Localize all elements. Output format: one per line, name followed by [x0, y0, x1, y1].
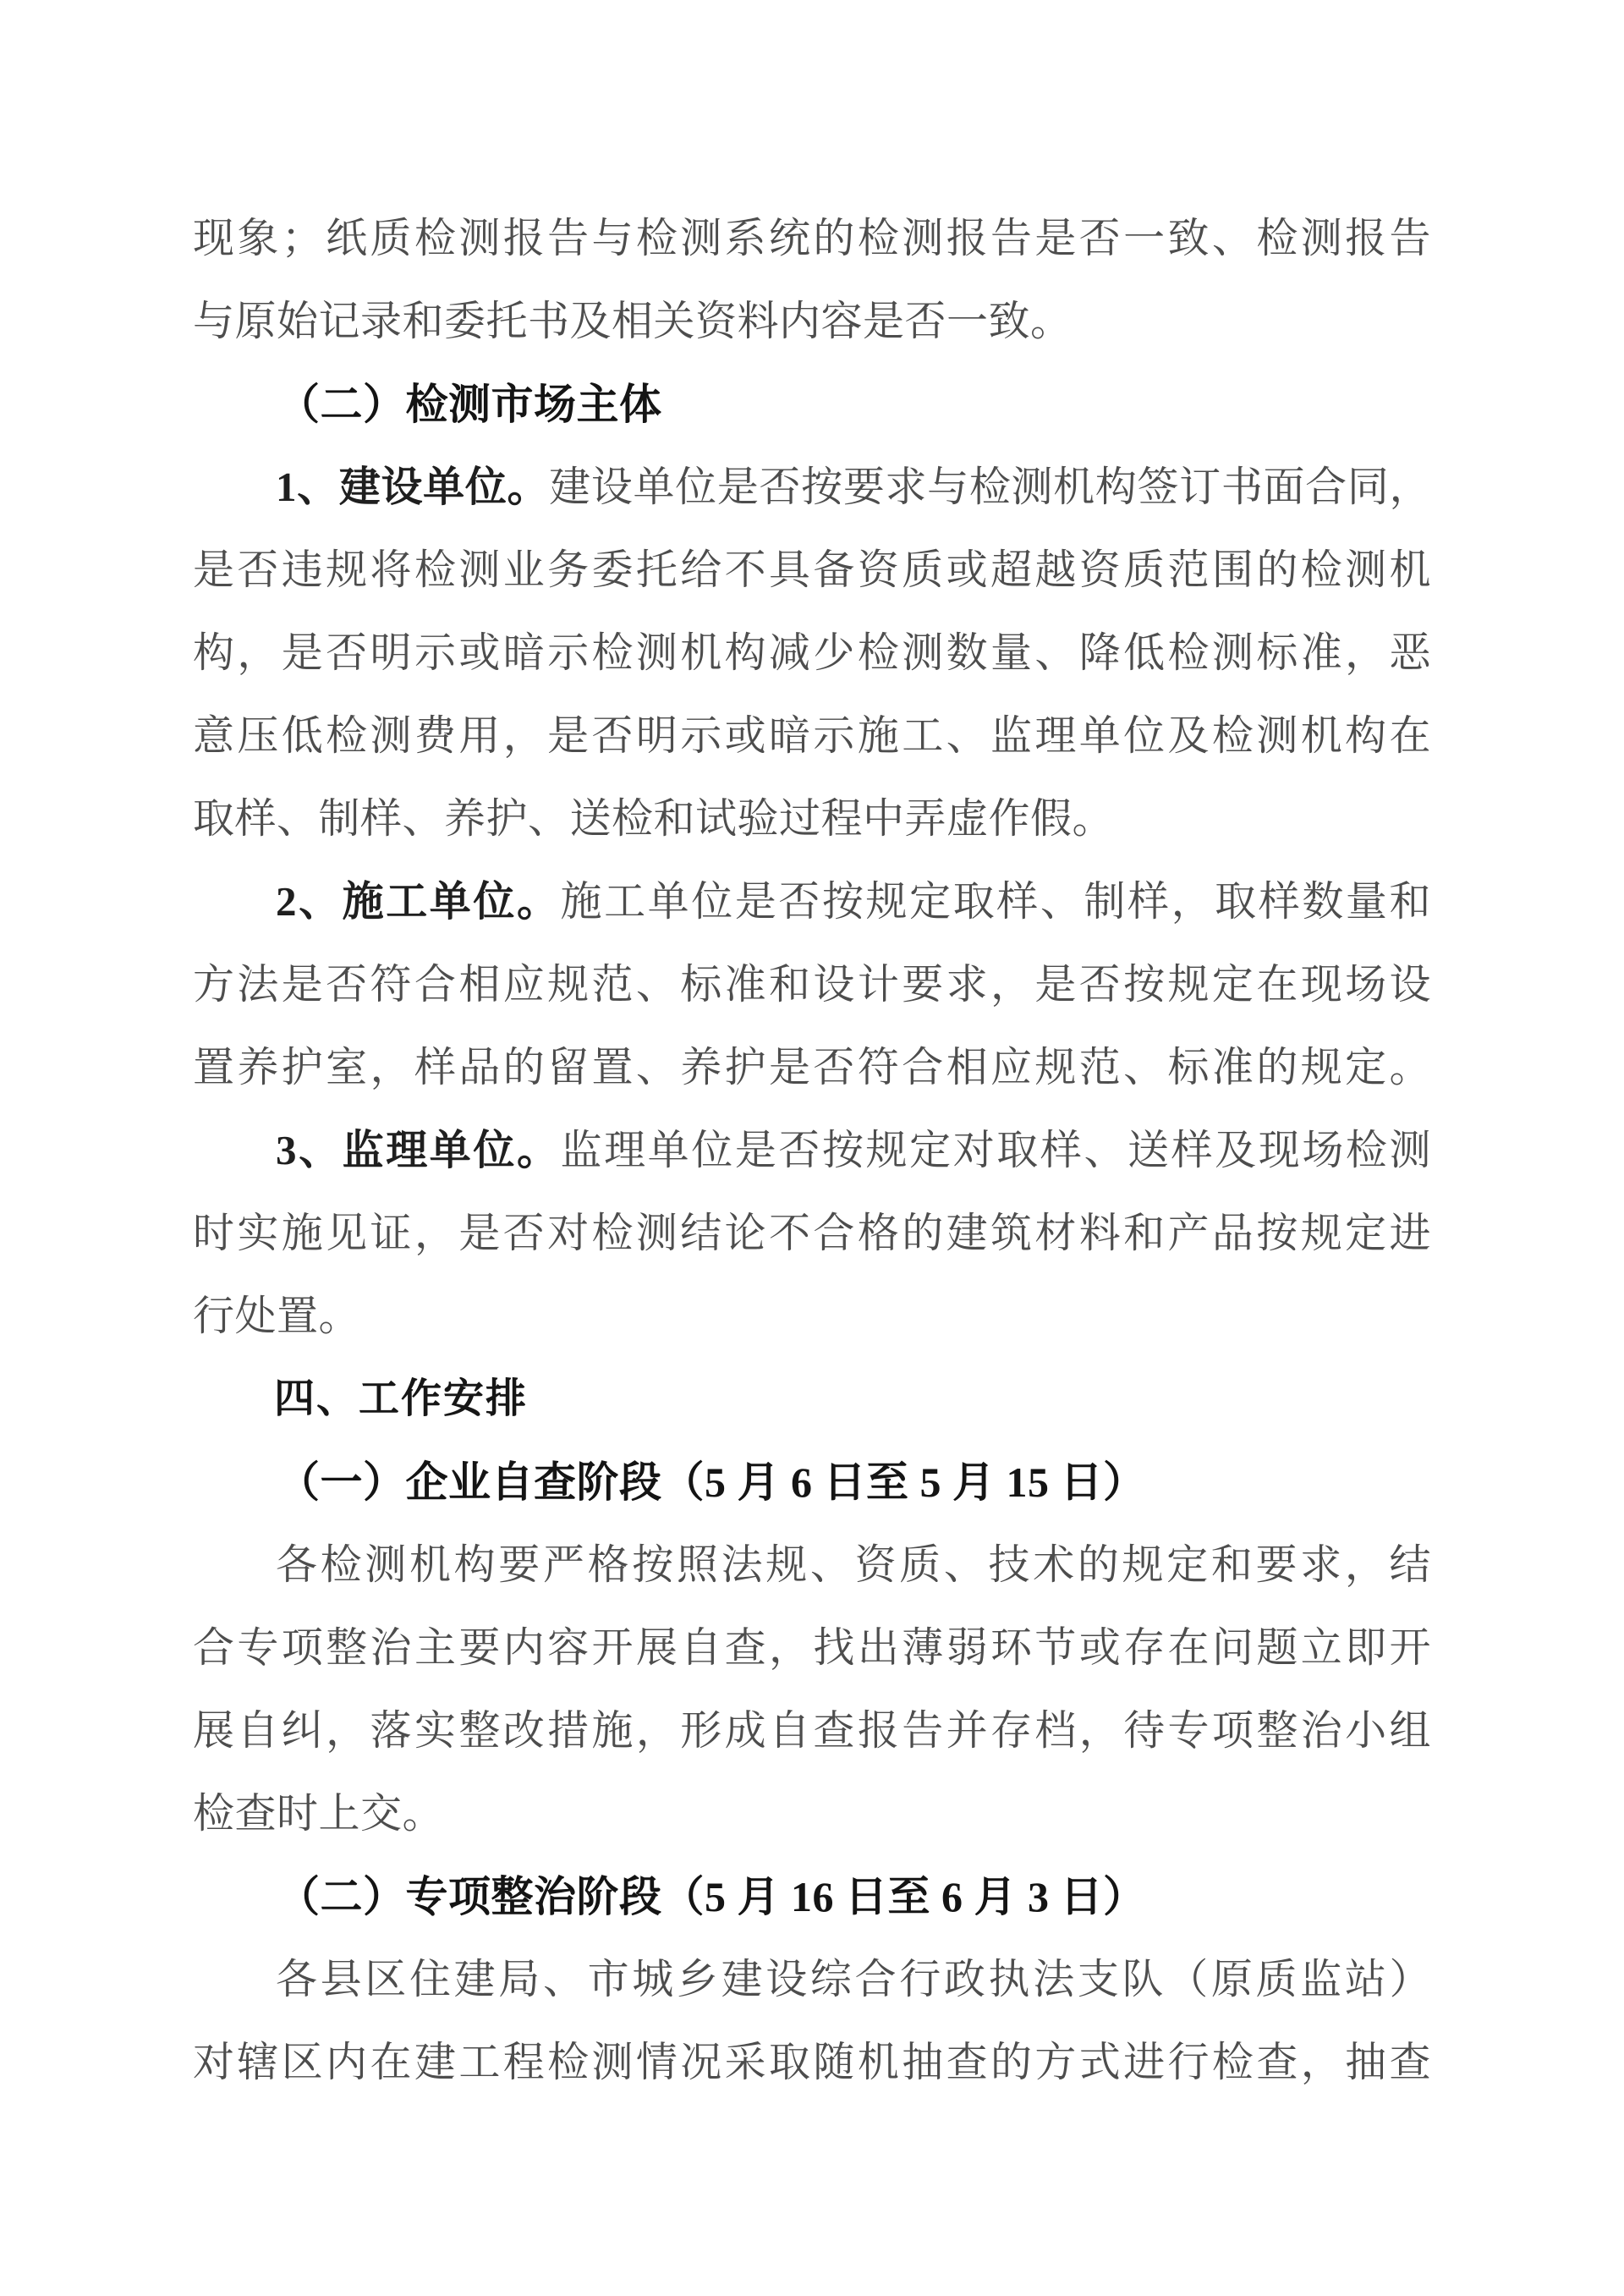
line-text: （二）专项整治阶段（5 月 16 日至 6 月 3 日） — [277, 1873, 1146, 1920]
line-text: 施工单位是否按规定取样、制样，取样数量和 — [560, 878, 1431, 925]
document-content — [193, 197, 1431, 2104]
line-text: 是否违规将检测业务委托给不具备资质或超越资质范围的检测机 — [193, 547, 1431, 593]
line-text: 建设单位是否按要求与检测机构签订书面合同， — [549, 464, 1431, 510]
text-line — [193, 280, 1431, 363]
line-text: 意压低检测费用，是否明示或暗示施工、监理单位及检测机构在 — [193, 712, 1431, 759]
text-line — [193, 1607, 1431, 1689]
text-line — [193, 1938, 1431, 2021]
text-line — [193, 860, 1431, 943]
line-text: 现象；纸质检测报告与检测系统的检测报告是否一致、检测报告 — [193, 215, 1431, 261]
line-text: 方法是否符合相应规范、标准和设计要求，是否按规定在现场设 — [193, 961, 1431, 1008]
line-text: 监理单位是否按规定对取样、送样及现场检测 — [560, 1127, 1431, 1173]
text-line — [193, 197, 1431, 280]
text-line — [193, 777, 1431, 860]
line-text: 行处置。 — [193, 1293, 361, 1339]
text-line — [193, 363, 1431, 446]
line-text: 合专项整治主要内容开展自查，找出薄弱环节或存在问题立即开 — [193, 1624, 1431, 1671]
text-line — [193, 1441, 1431, 1524]
text-line — [193, 2021, 1431, 2104]
line-text: 各县区住建局、市城乡建设综合行政执法支队（原质监站） — [276, 1956, 1431, 2002]
text-line — [193, 1855, 1431, 1938]
line-text: 与原始记录和委托书及相关资料内容是否一致。 — [193, 298, 1073, 344]
text-line — [193, 1524, 1431, 1607]
line-text: 对辖区内在建工程检测情况采取随机抽查的方式进行检查，抽查 — [193, 2039, 1431, 2085]
text-line — [193, 1275, 1431, 1358]
text-line — [193, 695, 1431, 777]
line-text: 时实施见证，是否对检测结论不合格的建筑材料和产品按规定进 — [193, 1210, 1431, 1256]
line-text: 取样、制样、养护、送检和试验过程中弄虚作假。 — [193, 795, 1115, 842]
line-text: 各检测机构要严格按照法规、资质、技术的规定和要求，结 — [276, 1541, 1431, 1588]
text-line — [193, 1109, 1431, 1192]
line-bold-lead: 1、建设单位。 — [276, 464, 550, 510]
text-line — [193, 529, 1431, 612]
text-line — [193, 1192, 1431, 1275]
line-text: 构，是否明示或暗示检测机构减少检测数量、降低检测标准，恶 — [193, 629, 1431, 676]
line-bold-lead: 3、监理单位。 — [276, 1127, 561, 1173]
line-text: 四、工作安排 — [274, 1376, 529, 1421]
line-text: 检查时上交。 — [193, 1790, 445, 1837]
line-text: （一）企业自查阶段（5 月 6 日至 5 月 15 日） — [277, 1458, 1146, 1506]
text-line — [193, 943, 1431, 1026]
text-line — [193, 446, 1431, 529]
line-text: 置养护室，样品的留置、养护是否符合相应规范、标准的规定。 — [193, 1044, 1431, 1090]
line-text: （二）检测市场主体 — [277, 381, 662, 428]
text-line — [193, 1026, 1431, 1109]
text-line — [193, 612, 1431, 695]
text-line — [193, 1772, 1431, 1855]
line-bold-lead: 2、施工单位。 — [276, 878, 561, 925]
text-line — [193, 1358, 1431, 1441]
text-line — [193, 1689, 1431, 1772]
line-text: 展自纠，落实整改措施，形成自查报告并存档，待专项整治小组 — [193, 1707, 1431, 1754]
